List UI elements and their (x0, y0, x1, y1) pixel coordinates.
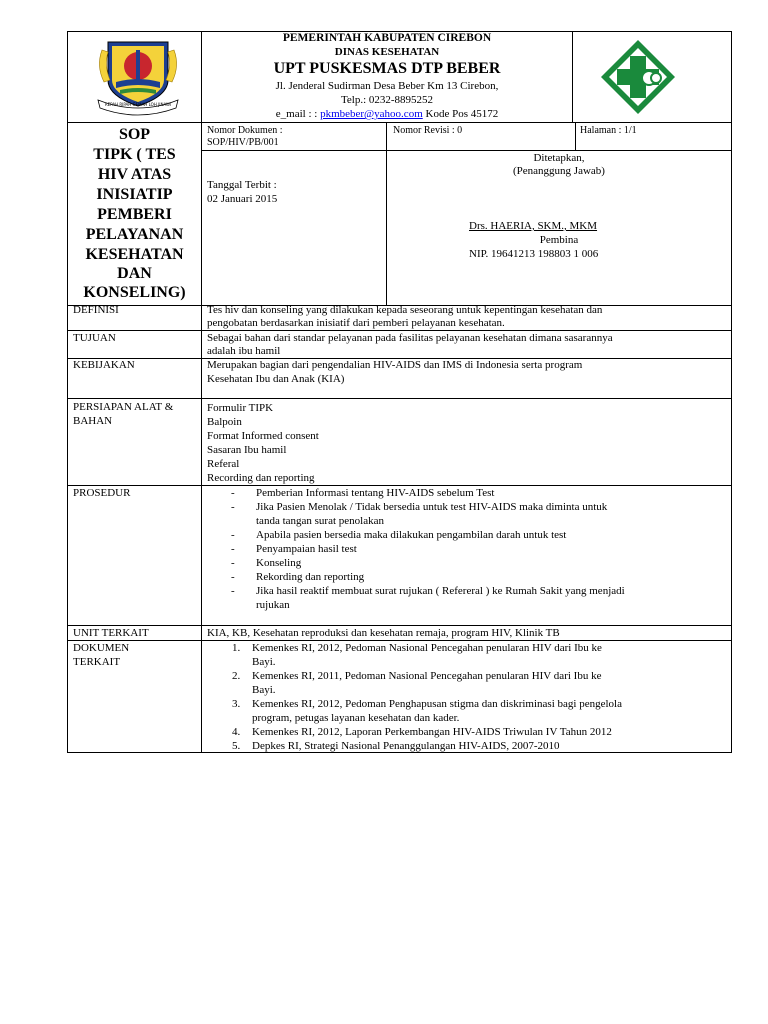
prosedur-item: Rekording dan reporting (256, 571, 365, 583)
prosedur-bullet: - (231, 487, 235, 499)
definisi-label: DEFINISI (73, 304, 119, 316)
puskesmas-logo (599, 38, 677, 116)
prosedur-item: Jika Pasien Menolak / Tidak bersedia untuk test HIV-AIDS maka diminta untuk (256, 501, 608, 513)
dokumen-item: Depkes RI, Strategi Nasional Penanggulangan HIV-AIDS, 2007-2010 (252, 740, 560, 752)
unit-terkait-text: KIA, KB, Kesehatan reproduksi dan kesehatan remaja, program HIV, Klinik TB (207, 627, 560, 639)
header-government: PEMERINTAH KABUPATEN CIREBON (282, 32, 492, 44)
prosedur-item: rujukan (256, 599, 290, 611)
sop-title-line: KESEHATAN (85, 246, 184, 263)
dokumen-item: Kemenkes RI, 2011, Pedoman Nasional Pencegahan penularan HIV dari Ibu ke (252, 670, 602, 682)
signer-nip: NIP. 19641213 198803 1 006 (469, 248, 599, 260)
dokumen-item: Bayi. (252, 656, 276, 668)
crest-motto: REPAH RIPAH GEMAH LOH JINAWI (104, 102, 172, 107)
row-rule (67, 398, 732, 399)
kebijakan-text: Kesehatan Ibu dan Anak (KIA) (207, 373, 345, 385)
doc-number-label: Nomor Dokumen : (207, 125, 283, 136)
dokumen-terkait-label: TERKAIT (73, 656, 121, 668)
persiapan-label: PERSIAPAN ALAT & (73, 401, 174, 413)
prosedur-item: Pemberian Informasi tentang HIV-AIDS sebelum Test (256, 487, 495, 499)
persiapan-item: Format Informed consent (207, 430, 319, 442)
revision-label: Nomor Revisi : 0 (393, 125, 463, 136)
prosedur-item: Apabila pasien bersedia maka dilakukan pengambilan darah untuk test (256, 529, 567, 541)
sop-title-line: PEMBERI (97, 206, 172, 223)
prosedur-item: Penyampaian hasil test (256, 543, 357, 555)
issued-label: Tanggal Terbit : (207, 179, 277, 191)
prosedur-item: tanda tangan surat penolakan (256, 515, 384, 527)
dokumen-number: 4. (232, 726, 241, 738)
header-phone: Telp.: 0232-8895252 (340, 94, 434, 106)
definisi-text: pengobatan berdasarkan inisiatif dari pemberi pelayanan kesehatan. (207, 317, 505, 329)
dokumen-item: Kemenkes RI, 2012, Pedoman Penghapusan stigma dan diskriminasi bagi pengelola (252, 698, 622, 710)
signer-name: Drs. HAERIA, SKM., MKM (469, 220, 598, 232)
unit-terkait-label: UNIT TERKAIT (73, 627, 149, 639)
persiapan-item: Formulir TIPK (207, 402, 274, 414)
tujuan-text: Sebagai bahan dari standar pelayanan pada fasilitas pelayanan kesehatan dimana sasarannya (207, 332, 613, 344)
header-bottom-rule (67, 122, 732, 123)
persiapan-item: Balpoin (207, 416, 242, 428)
dokumen-number: 3. (232, 698, 241, 710)
prosedur-item: Jika hasil reaktif membuat surat rujukan ( Refereral ) ke Rumah Sakit yang menjadi (256, 585, 625, 597)
dokumen-number: 5. (232, 740, 241, 752)
prosedur-bullet: - (231, 571, 235, 583)
header-facility-name: UPT PUSKESMAS DTP BEBER (273, 60, 501, 77)
set-label: Ditetapkan, (533, 152, 585, 164)
prosedur-bullet: - (231, 529, 235, 541)
responsible-label: (Penanggung Jawab) (513, 165, 605, 177)
signer-role: Pembina (539, 234, 579, 246)
postal-code: Kode Pos 45172 (422, 108, 499, 120)
prosedur-bullet: - (231, 585, 235, 597)
dokumen-item: Kemenkes RI, 2012, Laporan Perkembangan HIV-AIDS Triwulan IV Tahun 2012 (252, 726, 612, 738)
meta-divider-1 (386, 122, 387, 150)
tujuan-text: adalah ibu hamil (207, 345, 281, 357)
persiapan-item: Referal (207, 458, 240, 470)
dokumen-item: Kemenkes RI, 2012, Pedoman Nasional Pencegahan penularan HIV dari Ibu ke (252, 642, 602, 654)
header-divider-right (572, 31, 573, 122)
email-link[interactable]: pkmbeber@yahoo.com (320, 108, 423, 120)
kebijakan-text: Merupakan bagian dari pengendalian HIV-AIDS dan IMS di Indonesia serta program (207, 359, 583, 371)
sop-title-line: KONSELING) (83, 284, 186, 301)
header-address: Jl. Jenderal Sudirman Desa Beber Km 13 Cirebon, (275, 80, 499, 92)
header-contact-line (202, 108, 572, 121)
prosedur-label: PROSEDUR (73, 487, 131, 499)
dokumen-number: 1. (232, 642, 241, 654)
dokumen-terkait-label: DOKUMEN (73, 642, 130, 654)
sop-title-line: INISIATIP (96, 186, 173, 203)
meta-divider-2 (575, 122, 576, 150)
sop-title-line: DAN (117, 265, 152, 282)
meta-row-rule (201, 150, 732, 151)
prosedur-bullet: - (231, 543, 235, 555)
email-prefix: e_mail : : (275, 108, 321, 120)
persiapan-item: Sasaran Ibu hamil (207, 444, 287, 456)
tujuan-label: TUJUAN (73, 332, 116, 344)
sop-title-line: TIPK ( TES (93, 146, 176, 163)
kebijakan-label: KEBIJAKAN (73, 359, 135, 371)
issued-date: 02 Januari 2015 (207, 193, 278, 205)
persiapan-item: Recording dan reporting (207, 472, 315, 484)
sop-title-line: HIV ATAS (97, 166, 172, 183)
dokumen-item: program, petugas layanan kesehatan dan kader. (252, 712, 460, 724)
prosedur-bullet: - (231, 557, 235, 569)
doc-number-value: SOP/HIV/PB/001 (207, 137, 279, 148)
sop-title-line: SOP (118, 126, 151, 143)
sop-title-line: PELAYANAN (85, 226, 184, 243)
definisi-text: Tes hiv dan konseling yang dilakukan kepada seseorang untuk kepentingan kesehatan dan (207, 304, 603, 316)
body-column-divider (201, 305, 202, 753)
persiapan-label: BAHAN (73, 415, 113, 427)
page-label: Halaman : 1/1 (580, 125, 637, 136)
header-department: DINAS KESEHATAN (334, 46, 440, 58)
dokumen-number: 2. (232, 670, 241, 682)
prosedur-item: Konseling (256, 557, 302, 569)
prosedur-bullet: - (231, 501, 235, 513)
dokumen-item: Bayi. (252, 684, 276, 696)
